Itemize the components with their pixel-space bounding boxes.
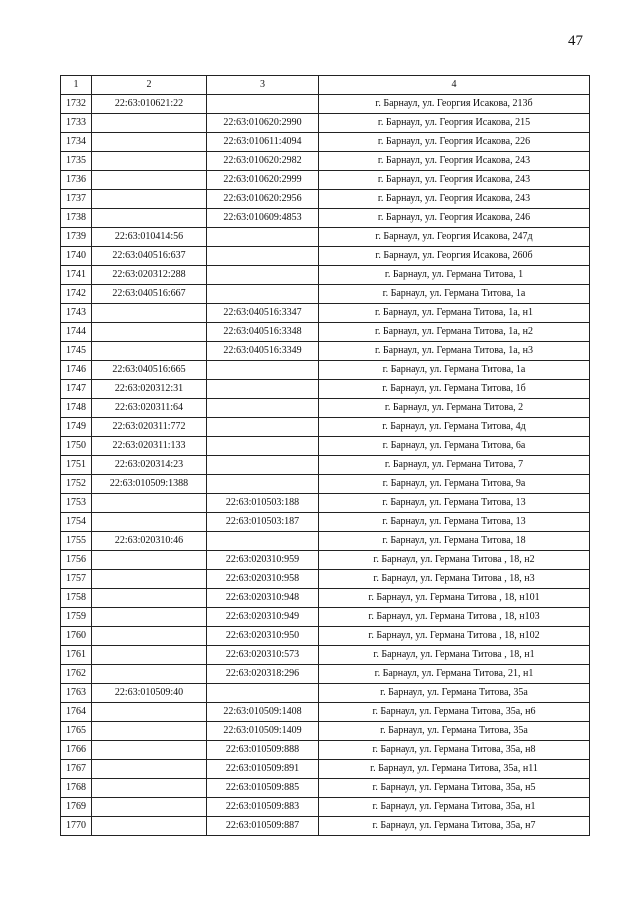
building-cadastral-number-cell: 22:63:020318:296 [207, 665, 319, 684]
row-number-cell: 1754 [61, 513, 92, 532]
row-number-cell: 1758 [61, 589, 92, 608]
building-cadastral-number-cell: 22:63:010509:887 [207, 817, 319, 836]
address-cell: г. Барнаул, ул. Германа Титова, 1а, н1 [319, 304, 590, 323]
table-row [61, 494, 590, 513]
row-number-cell: 1764 [61, 703, 92, 722]
header-cell-4: 4 [319, 76, 590, 95]
land-cadastral-number-cell: 22:63:040516:667 [92, 285, 207, 304]
table-row [61, 209, 590, 228]
land-cadastral-number-cell [92, 646, 207, 665]
building-cadastral-number-cell: 22:63:040516:3349 [207, 342, 319, 361]
address-cell: г. Барнаул, ул. Германа Титова, 9а [319, 475, 590, 494]
land-cadastral-number-cell [92, 342, 207, 361]
land-cadastral-number-cell [92, 608, 207, 627]
land-cadastral-number-cell [92, 741, 207, 760]
table-row [61, 532, 590, 551]
building-cadastral-number-cell [207, 95, 319, 114]
table-row [61, 114, 590, 133]
address-cell: г. Барнаул, ул. Германа Титова, 35а, н7 [319, 817, 590, 836]
building-cadastral-number-cell [207, 380, 319, 399]
address-cell: г. Барнаул, ул. Германа Титова, 18 [319, 532, 590, 551]
building-cadastral-number-cell: 22:63:010620:2956 [207, 190, 319, 209]
table-row [61, 741, 590, 760]
table-row [61, 342, 590, 361]
header-cell-3: 3 [207, 76, 319, 95]
row-number-cell: 1747 [61, 380, 92, 399]
row-number-cell: 1749 [61, 418, 92, 437]
row-number-cell: 1756 [61, 551, 92, 570]
address-cell: г. Барнаул, ул. Германа Титова, 1а [319, 285, 590, 304]
building-cadastral-number-cell: 22:63:010509:883 [207, 798, 319, 817]
building-cadastral-number-cell: 22:63:010509:891 [207, 760, 319, 779]
building-cadastral-number-cell [207, 437, 319, 456]
table-row [61, 779, 590, 798]
land-cadastral-number-cell [92, 494, 207, 513]
address-cell: г. Барнаул, ул. Германа Титова, 35а [319, 684, 590, 703]
row-number-cell: 1757 [61, 570, 92, 589]
table-row [61, 380, 590, 399]
row-number-cell: 1752 [61, 475, 92, 494]
building-cadastral-number-cell: 22:63:010509:1409 [207, 722, 319, 741]
row-number-cell: 1748 [61, 399, 92, 418]
building-cadastral-number-cell: 22:63:010609:4853 [207, 209, 319, 228]
row-number-cell: 1770 [61, 817, 92, 836]
row-number-cell: 1733 [61, 114, 92, 133]
row-number-cell: 1732 [61, 95, 92, 114]
table-row [61, 190, 590, 209]
row-number-cell: 1746 [61, 361, 92, 380]
row-number-cell: 1737 [61, 190, 92, 209]
building-cadastral-number-cell: 22:63:010503:187 [207, 513, 319, 532]
address-cell: г. Барнаул, ул. Германа Титова , 18, н102 [319, 627, 590, 646]
table-row [61, 475, 590, 494]
land-cadastral-number-cell: 22:63:020310:46 [92, 532, 207, 551]
address-cell: г. Барнаул, ул. Георгия Исакова, 243 [319, 171, 590, 190]
building-cadastral-number-cell: 22:63:040516:3347 [207, 304, 319, 323]
table-row [61, 247, 590, 266]
land-cadastral-number-cell [92, 779, 207, 798]
building-cadastral-number-cell: 22:63:010620:2982 [207, 152, 319, 171]
address-cell: г. Барнаул, ул. Германа Титова , 18, н103 [319, 608, 590, 627]
building-cadastral-number-cell [207, 418, 319, 437]
address-cell: г. Барнаул, ул. Германа Титова, 1 [319, 266, 590, 285]
table-row [61, 703, 590, 722]
address-cell: г. Барнаул, ул. Германа Титова, 1а, н2 [319, 323, 590, 342]
land-cadastral-number-cell [92, 798, 207, 817]
address-cell: г. Барнаул, ул. Георгия Исакова, 243 [319, 190, 590, 209]
property-table [60, 75, 590, 836]
row-number-cell: 1762 [61, 665, 92, 684]
land-cadastral-number-cell: 22:63:020311:64 [92, 399, 207, 418]
row-number-cell: 1761 [61, 646, 92, 665]
table-row [61, 152, 590, 171]
address-cell: г. Барнаул, ул. Георгия Исакова, 213б [319, 95, 590, 114]
table-row [61, 684, 590, 703]
address-cell: г. Барнаул, ул. Георгия Исакова, 246 [319, 209, 590, 228]
table-row [61, 665, 590, 684]
address-cell: г. Барнаул, ул. Германа Титова , 18, н101 [319, 589, 590, 608]
land-cadastral-number-cell [92, 589, 207, 608]
address-cell: г. Барнаул, ул. Германа Титова, 1а, н3 [319, 342, 590, 361]
land-cadastral-number-cell: 22:63:040516:665 [92, 361, 207, 380]
land-cadastral-number-cell: 22:63:020312:288 [92, 266, 207, 285]
header-row [61, 76, 590, 95]
table-row [61, 266, 590, 285]
land-cadastral-number-cell [92, 627, 207, 646]
land-cadastral-number-cell [92, 323, 207, 342]
land-cadastral-number-cell [92, 570, 207, 589]
row-number-cell: 1769 [61, 798, 92, 817]
row-number-cell: 1760 [61, 627, 92, 646]
table-row [61, 760, 590, 779]
building-cadastral-number-cell [207, 475, 319, 494]
land-cadastral-number-cell [92, 133, 207, 152]
address-cell: г. Барнаул, ул. Германа Титова, 35а, н11 [319, 760, 590, 779]
land-cadastral-number-cell [92, 114, 207, 133]
building-cadastral-number-cell: 22:63:010620:2999 [207, 171, 319, 190]
address-cell: г. Барнаул, ул. Германа Титова, 35а [319, 722, 590, 741]
building-cadastral-number-cell [207, 684, 319, 703]
table-row [61, 437, 590, 456]
address-cell: г. Барнаул, ул. Германа Титова, 7 [319, 456, 590, 475]
row-number-cell: 1753 [61, 494, 92, 513]
row-number-cell: 1739 [61, 228, 92, 247]
address-cell: г. Барнаул, ул. Германа Титова, 35а, н5 [319, 779, 590, 798]
table-row [61, 285, 590, 304]
address-cell: г. Барнаул, ул. Георгия Исакова, 243 [319, 152, 590, 171]
table-row [61, 570, 590, 589]
land-cadastral-number-cell: 22:63:010621:22 [92, 95, 207, 114]
building-cadastral-number-cell [207, 285, 319, 304]
building-cadastral-number-cell [207, 247, 319, 266]
land-cadastral-number-cell: 22:63:010414:56 [92, 228, 207, 247]
building-cadastral-number-cell: 22:63:040516:3348 [207, 323, 319, 342]
land-cadastral-number-cell: 22:63:020312:31 [92, 380, 207, 399]
address-cell: г. Барнаул, ул. Георгия Исакова, 247д [319, 228, 590, 247]
row-number-cell: 1742 [61, 285, 92, 304]
building-cadastral-number-cell: 22:63:010509:888 [207, 741, 319, 760]
address-cell: г. Барнаул, ул. Германа Титова, 35а, н8 [319, 741, 590, 760]
table-row [61, 551, 590, 570]
table-row [61, 304, 590, 323]
address-cell: г. Барнаул, ул. Германа Титова, 2 [319, 399, 590, 418]
row-number-cell: 1735 [61, 152, 92, 171]
table-row [61, 608, 590, 627]
land-cadastral-number-cell: 22:63:020314:23 [92, 456, 207, 475]
row-number-cell: 1768 [61, 779, 92, 798]
land-cadastral-number-cell: 22:63:020311:133 [92, 437, 207, 456]
table-row [61, 171, 590, 190]
building-cadastral-number-cell: 22:63:010611:4094 [207, 133, 319, 152]
building-cadastral-number-cell: 22:63:010503:188 [207, 494, 319, 513]
building-cadastral-number-cell [207, 456, 319, 475]
row-number-cell: 1750 [61, 437, 92, 456]
row-number-cell: 1755 [61, 532, 92, 551]
address-cell: г. Барнаул, ул. Георгия Исакова, 260б [319, 247, 590, 266]
row-number-cell: 1744 [61, 323, 92, 342]
row-number-cell: 1738 [61, 209, 92, 228]
address-cell: г. Барнаул, ул. Германа Титова, 4д [319, 418, 590, 437]
row-number-cell: 1736 [61, 171, 92, 190]
building-cadastral-number-cell [207, 361, 319, 380]
address-cell: г. Барнаул, ул. Георгия Исакова, 226 [319, 133, 590, 152]
row-number-cell: 1745 [61, 342, 92, 361]
table-row [61, 418, 590, 437]
land-cadastral-number-cell [92, 703, 207, 722]
land-cadastral-number-cell [92, 209, 207, 228]
land-cadastral-number-cell: 22:63:010509:40 [92, 684, 207, 703]
address-cell: г. Барнаул, ул. Германа Титова, 1б [319, 380, 590, 399]
building-cadastral-number-cell: 22:63:020310:948 [207, 589, 319, 608]
page-number: 47 [568, 33, 583, 49]
table-row [61, 589, 590, 608]
address-cell: г. Барнаул, ул. Германа Титова , 18, н3 [319, 570, 590, 589]
table-body [61, 95, 590, 836]
address-cell: г. Барнаул, ул. Георгия Исакова, 215 [319, 114, 590, 133]
table-row [61, 323, 590, 342]
building-cadastral-number-cell [207, 266, 319, 285]
land-cadastral-number-cell [92, 665, 207, 684]
header-cell-2: 2 [92, 76, 207, 95]
row-number-cell: 1766 [61, 741, 92, 760]
row-number-cell: 1741 [61, 266, 92, 285]
row-number-cell: 1743 [61, 304, 92, 323]
row-number-cell: 1751 [61, 456, 92, 475]
land-cadastral-number-cell [92, 760, 207, 779]
building-cadastral-number-cell: 22:63:020310:958 [207, 570, 319, 589]
table-row [61, 228, 590, 247]
building-cadastral-number-cell: 22:63:010509:885 [207, 779, 319, 798]
land-cadastral-number-cell [92, 817, 207, 836]
building-cadastral-number-cell [207, 399, 319, 418]
table-row [61, 627, 590, 646]
header-cell-1: 1 [61, 76, 92, 95]
table-row [61, 95, 590, 114]
address-cell: г. Барнаул, ул. Германа Титова , 18, н1 [319, 646, 590, 665]
land-cadastral-number-cell: 22:63:040516:637 [92, 247, 207, 266]
land-cadastral-number-cell: 22:63:020311:772 [92, 418, 207, 437]
table-row [61, 513, 590, 532]
building-cadastral-number-cell: 22:63:010620:2990 [207, 114, 319, 133]
table-row [61, 361, 590, 380]
row-number-cell: 1734 [61, 133, 92, 152]
row-number-cell: 1763 [61, 684, 92, 703]
land-cadastral-number-cell: 22:63:010509:1388 [92, 475, 207, 494]
building-cadastral-number-cell [207, 532, 319, 551]
address-cell: г. Барнаул, ул. Германа Титова, 35а, н6 [319, 703, 590, 722]
building-cadastral-number-cell: 22:63:020310:573 [207, 646, 319, 665]
table-row [61, 817, 590, 836]
row-number-cell: 1767 [61, 760, 92, 779]
row-number-cell: 1765 [61, 722, 92, 741]
table-row [61, 798, 590, 817]
land-cadastral-number-cell [92, 152, 207, 171]
building-cadastral-number-cell: 22:63:010509:1408 [207, 703, 319, 722]
row-number-cell: 1740 [61, 247, 92, 266]
land-cadastral-number-cell [92, 551, 207, 570]
land-cadastral-number-cell [92, 171, 207, 190]
land-cadastral-number-cell [92, 190, 207, 209]
address-cell: г. Барнаул, ул. Германа Титова, 13 [319, 513, 590, 532]
land-cadastral-number-cell [92, 513, 207, 532]
row-number-cell: 1759 [61, 608, 92, 627]
address-cell: г. Барнаул, ул. Германа Титова, 6а [319, 437, 590, 456]
table-row [61, 456, 590, 475]
table-row [61, 646, 590, 665]
table-row [61, 399, 590, 418]
address-cell: г. Барнаул, ул. Германа Титова, 13 [319, 494, 590, 513]
building-cadastral-number-cell: 22:63:020310:950 [207, 627, 319, 646]
building-cadastral-number-cell: 22:63:020310:959 [207, 551, 319, 570]
building-cadastral-number-cell [207, 228, 319, 247]
land-cadastral-number-cell [92, 722, 207, 741]
land-cadastral-number-cell [92, 304, 207, 323]
table-row [61, 722, 590, 741]
address-cell: г. Барнаул, ул. Германа Титова, 21, н1 [319, 665, 590, 684]
address-cell: г. Барнаул, ул. Германа Титова, 1а [319, 361, 590, 380]
building-cadastral-number-cell: 22:63:020310:949 [207, 608, 319, 627]
table-row [61, 133, 590, 152]
address-cell: г. Барнаул, ул. Германа Титова, 35а, н1 [319, 798, 590, 817]
address-cell: г. Барнаул, ул. Германа Титова , 18, н2 [319, 551, 590, 570]
